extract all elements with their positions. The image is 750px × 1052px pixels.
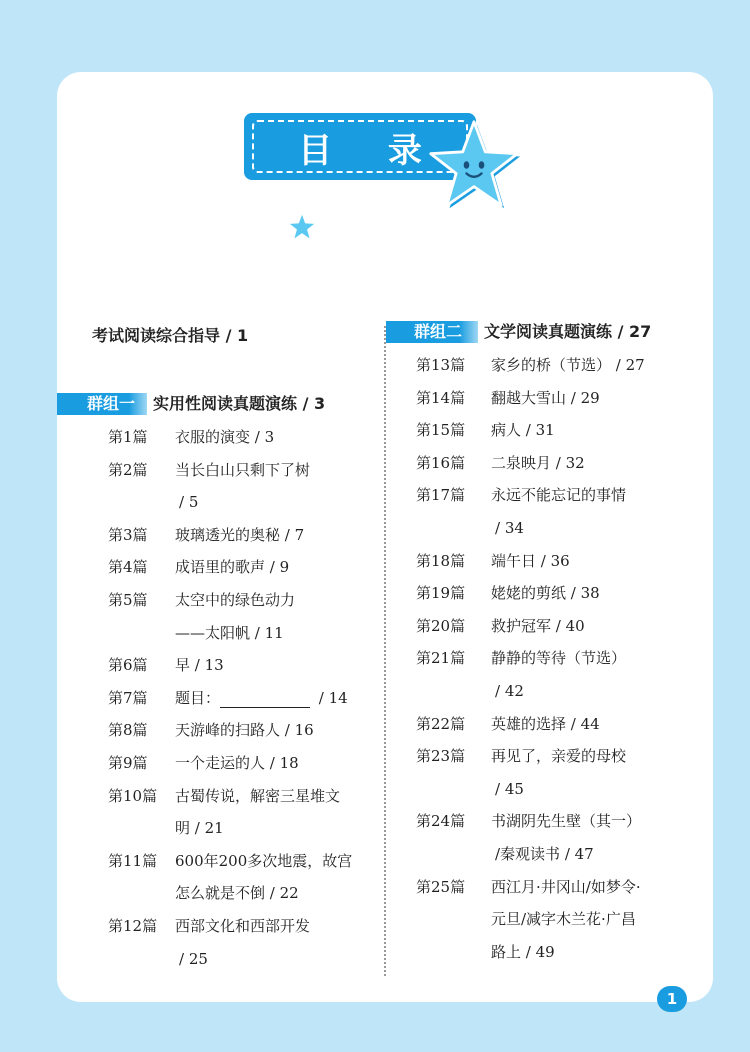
entry-number: 第11篇: [108, 851, 158, 870]
entry-number: 第22篇: [416, 714, 466, 733]
entry-number: 第10篇: [108, 786, 158, 805]
entry-title-line: 太空中的绿色动力: [175, 591, 296, 609]
entry-number: 第20篇: [416, 616, 466, 635]
smiling-star-icon: [427, 118, 521, 212]
entry-title-line: 衣服的演变 / 3: [175, 428, 275, 446]
entry-title-line: 题目： / 14: [175, 688, 348, 707]
entry-title-line: 英雄的选择 / 44: [491, 714, 600, 733]
entry-number: 第12篇: [108, 917, 158, 935]
entry-title-line: 西江月·井冈山/如梦令·: [491, 877, 641, 896]
entry-title-line: 古蜀传说，解密三星堆文: [175, 786, 341, 805]
entry-number: 第5篇: [108, 591, 148, 609]
entry-title-line: 家乡的桥（节选） / 27: [491, 356, 645, 374]
entry-title-line: / 34: [495, 519, 524, 537]
entry-title-line: 西部文化和西部开发: [175, 917, 311, 935]
entry-title-line: 翻越大雪山 / 29: [491, 388, 600, 407]
entry-number: 第19篇: [416, 584, 466, 603]
entry-title-line: 静静的等待（节选）: [491, 649, 627, 668]
entry-number: 第8篇: [108, 721, 148, 740]
entry-title-line: 元旦/减字木兰花·广昌: [491, 910, 636, 929]
entry-title-line: 玻璃透光的奥秘 / 7: [175, 525, 305, 544]
entry-number: 第6篇: [108, 656, 148, 675]
entry-title-line: 端午日 / 36: [491, 551, 570, 570]
entry-title-line: 600年200多次地震，故宫: [175, 851, 353, 870]
entry-title-line: 再见了，亲爱的母校: [491, 747, 627, 766]
group1-title[interactable]: 实用性阅读真题演练 / 3: [153, 394, 326, 413]
entry-title-line: 病人 / 31: [491, 421, 555, 440]
entry-title-line: 姥姥的剪纸 / 38: [491, 584, 600, 603]
entry-title-line: ——太阳帆 / 11: [175, 623, 284, 642]
entry-title-line: 早 / 13: [175, 656, 224, 675]
entry-title-line: 怎么就是不倒 / 22: [175, 884, 299, 903]
entry-title-line: /秦观读书 / 47: [495, 845, 594, 863]
entry-number: 第16篇: [416, 453, 466, 472]
entry-title-line: 永远不能忘记的事情: [491, 486, 627, 505]
entry-title-line: / 25: [179, 949, 208, 968]
entry-number: 第3篇: [108, 525, 148, 544]
entry-number: 第17篇: [416, 486, 466, 505]
entry-title-line: / 45: [495, 779, 524, 798]
entry-title-line: 路上 / 49: [491, 942, 555, 961]
page-title: 目 录: [298, 131, 444, 171]
entry-title-line: / 5: [179, 493, 199, 512]
entry-number: 第13篇: [416, 356, 466, 374]
entry-title-line: 书湖阴先生壁（其一）: [491, 812, 642, 831]
entry-number: 第4篇: [108, 558, 148, 577]
entry-title-line: 成语里的歌声 / 9: [175, 558, 290, 577]
entry-title-line: 明 / 21: [175, 819, 224, 838]
intro-entry[interactable]: 考试阅读综合指导 / 1: [92, 326, 249, 345]
group2-badge: 群组二: [414, 322, 463, 341]
entry-title-line: 当长白山只剩下了树: [175, 460, 311, 479]
entry-number: 第24篇: [416, 812, 466, 831]
page-number-badge: 1: [657, 986, 687, 1012]
blank-line: [220, 693, 310, 708]
entry-number: 第18篇: [416, 551, 466, 570]
entry-number: 第9篇: [108, 754, 148, 772]
entry-number: 第14篇: [416, 388, 466, 407]
small-star-icon: [287, 212, 317, 242]
entry-number: 第15篇: [416, 421, 466, 440]
entry-number: 第21篇: [416, 649, 466, 668]
entry-number: 第1篇: [108, 428, 148, 446]
group2-band: [386, 321, 478, 343]
entry-page-ref: / 14: [314, 688, 348, 707]
entry-number: 第7篇: [108, 688, 148, 707]
entry-title-line: 救护冠军 / 40: [491, 616, 585, 635]
group2-title[interactable]: 文学阅读真题演练 / 27: [484, 322, 652, 341]
entry-title-line: 天游峰的扫路人 / 16: [175, 721, 314, 740]
entry-title-line: 二泉映月 / 32: [491, 453, 585, 472]
entry-number: 第23篇: [416, 747, 466, 766]
entry-title-line: 一个走运的人 / 18: [175, 754, 299, 772]
group1-badge: 群组一: [87, 394, 136, 413]
group1-band: [57, 393, 147, 415]
entry-number: 第25篇: [416, 877, 466, 896]
entry-number: 第2篇: [108, 460, 148, 479]
column-divider: [384, 326, 386, 976]
entry-title-line: / 42: [495, 682, 524, 700]
